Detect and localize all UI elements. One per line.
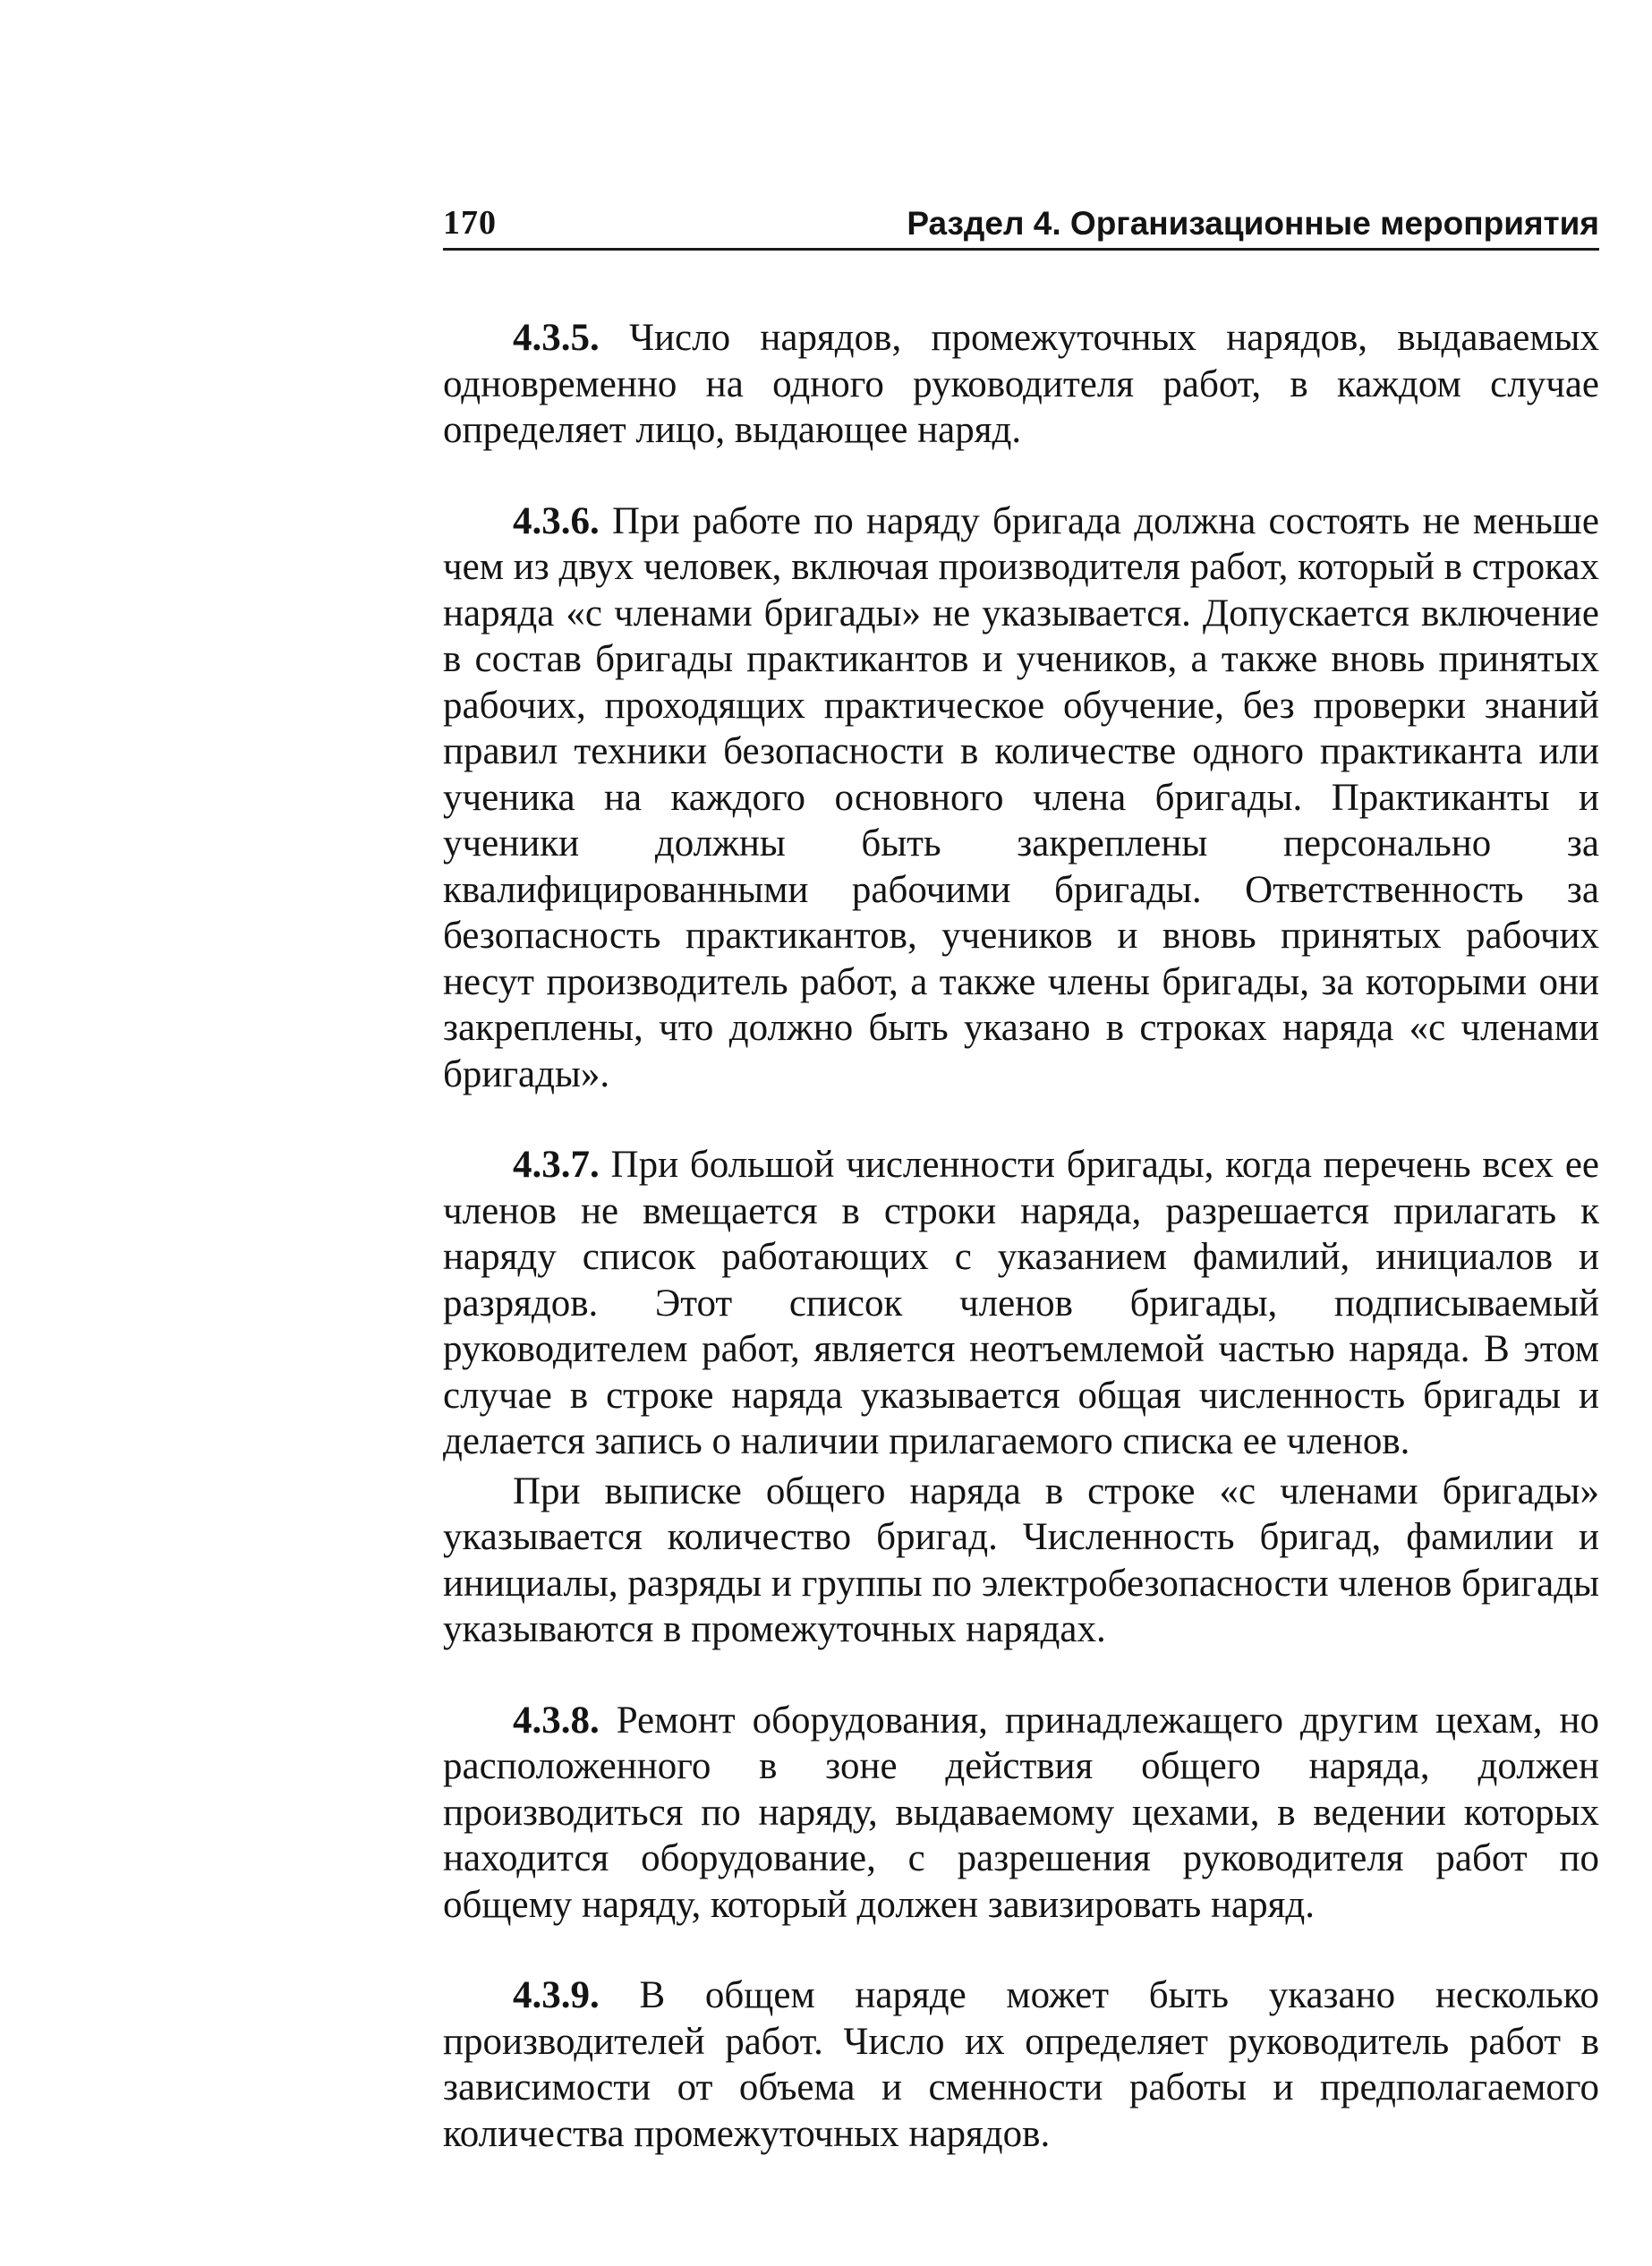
section-title: Раздел 4. Организационные мероприятия	[907, 205, 1599, 242]
paragraph-text: При выписке общего наряда в строке «с членами бригады» указывается количество бригад. Численность бригад, фамилии и инициалы, разряды и группы по электробезопасности членов бригады указываются в промежуточных нарядах.	[443, 1469, 1599, 1650]
paragraph-4-3-6	[443, 498, 1599, 1098]
clause-number: 4.3.7.	[513, 1144, 600, 1186]
paragraph-text: При работе по наряду бригада должна состоять не меньше чем из двух человек, включая производителя работ, который в строках наряда «с членами бригады» не указывается. Допускается включение в состав бригады практикантов и учеников, а также вновь принятых рабочих, проходящих практическое обучение, без проверки знаний правил техники безопасности в количестве одного практиканта или ученика на каждого основного члена бригады. Практиканты и ученики должны быть закреплены персонально за квалифицированными рабочими бригады. Ответственность за безопасность практикантов, учеников и вновь принятых рабочих несут производитель работ, а также члены бригады, за которыми они закреплены, что должно быть указано в строках наряда «с членами бригады».	[443, 499, 1599, 1095]
clause-number: 4.3.5.	[513, 317, 600, 359]
clause-number: 4.3.8.	[513, 1699, 600, 1742]
paragraph-4-3-7	[443, 1142, 1599, 1465]
paragraph-4-3-8	[443, 1698, 1599, 1929]
paragraph-4-3-9	[443, 1972, 1599, 2157]
clause-number: 4.3.6.	[513, 499, 600, 542]
page-number: 170	[443, 204, 497, 242]
paragraph-text: При большой численности бригады, когда перечень всех ее членов не вмещается в строки наряда, разрешается прилагать к наряду список работающих с указанием фамилий, инициалов и разрядов. Этот список членов бригады, подписываемый руководителем работ, является неотъемлемой частью наряда. В этом случае в строке наряда указывается общая численность бригады и делается запись о наличии прилагаемого списка ее членов.	[443, 1144, 1599, 1462]
paragraph-text: Ремонт оборудования, принадлежащего другим цехам, но расположенного в зоне действия общего наряда, должен производиться по наряду, выдаваемому цехами, в ведении которых находится оборудование, с разрешения руководителя работ по общему наряду, который должен завизировать наряд.	[443, 1699, 1599, 1926]
book-page	[443, 192, 1599, 2157]
paragraph-text: Число нарядов, промежуточных нарядов, выдаваемых одновременно на одного руководителя работ, в каждом случае определяет лицо, выдающее наряд.	[443, 317, 1599, 451]
page-content	[443, 315, 1599, 2157]
clause-number: 4.3.9.	[513, 1974, 600, 2016]
paragraph-4-3-5	[443, 315, 1599, 454]
paragraph-4-3-7-continued	[443, 1469, 1599, 1653]
running-header	[443, 192, 1599, 251]
paragraph-text: В общем наряде может быть указано несколько производителей работ. Число их определяет руководитель работ в зависимости от объема и сменности работы и предполагаемого количества промежуточных нарядов.	[443, 1974, 1599, 2155]
